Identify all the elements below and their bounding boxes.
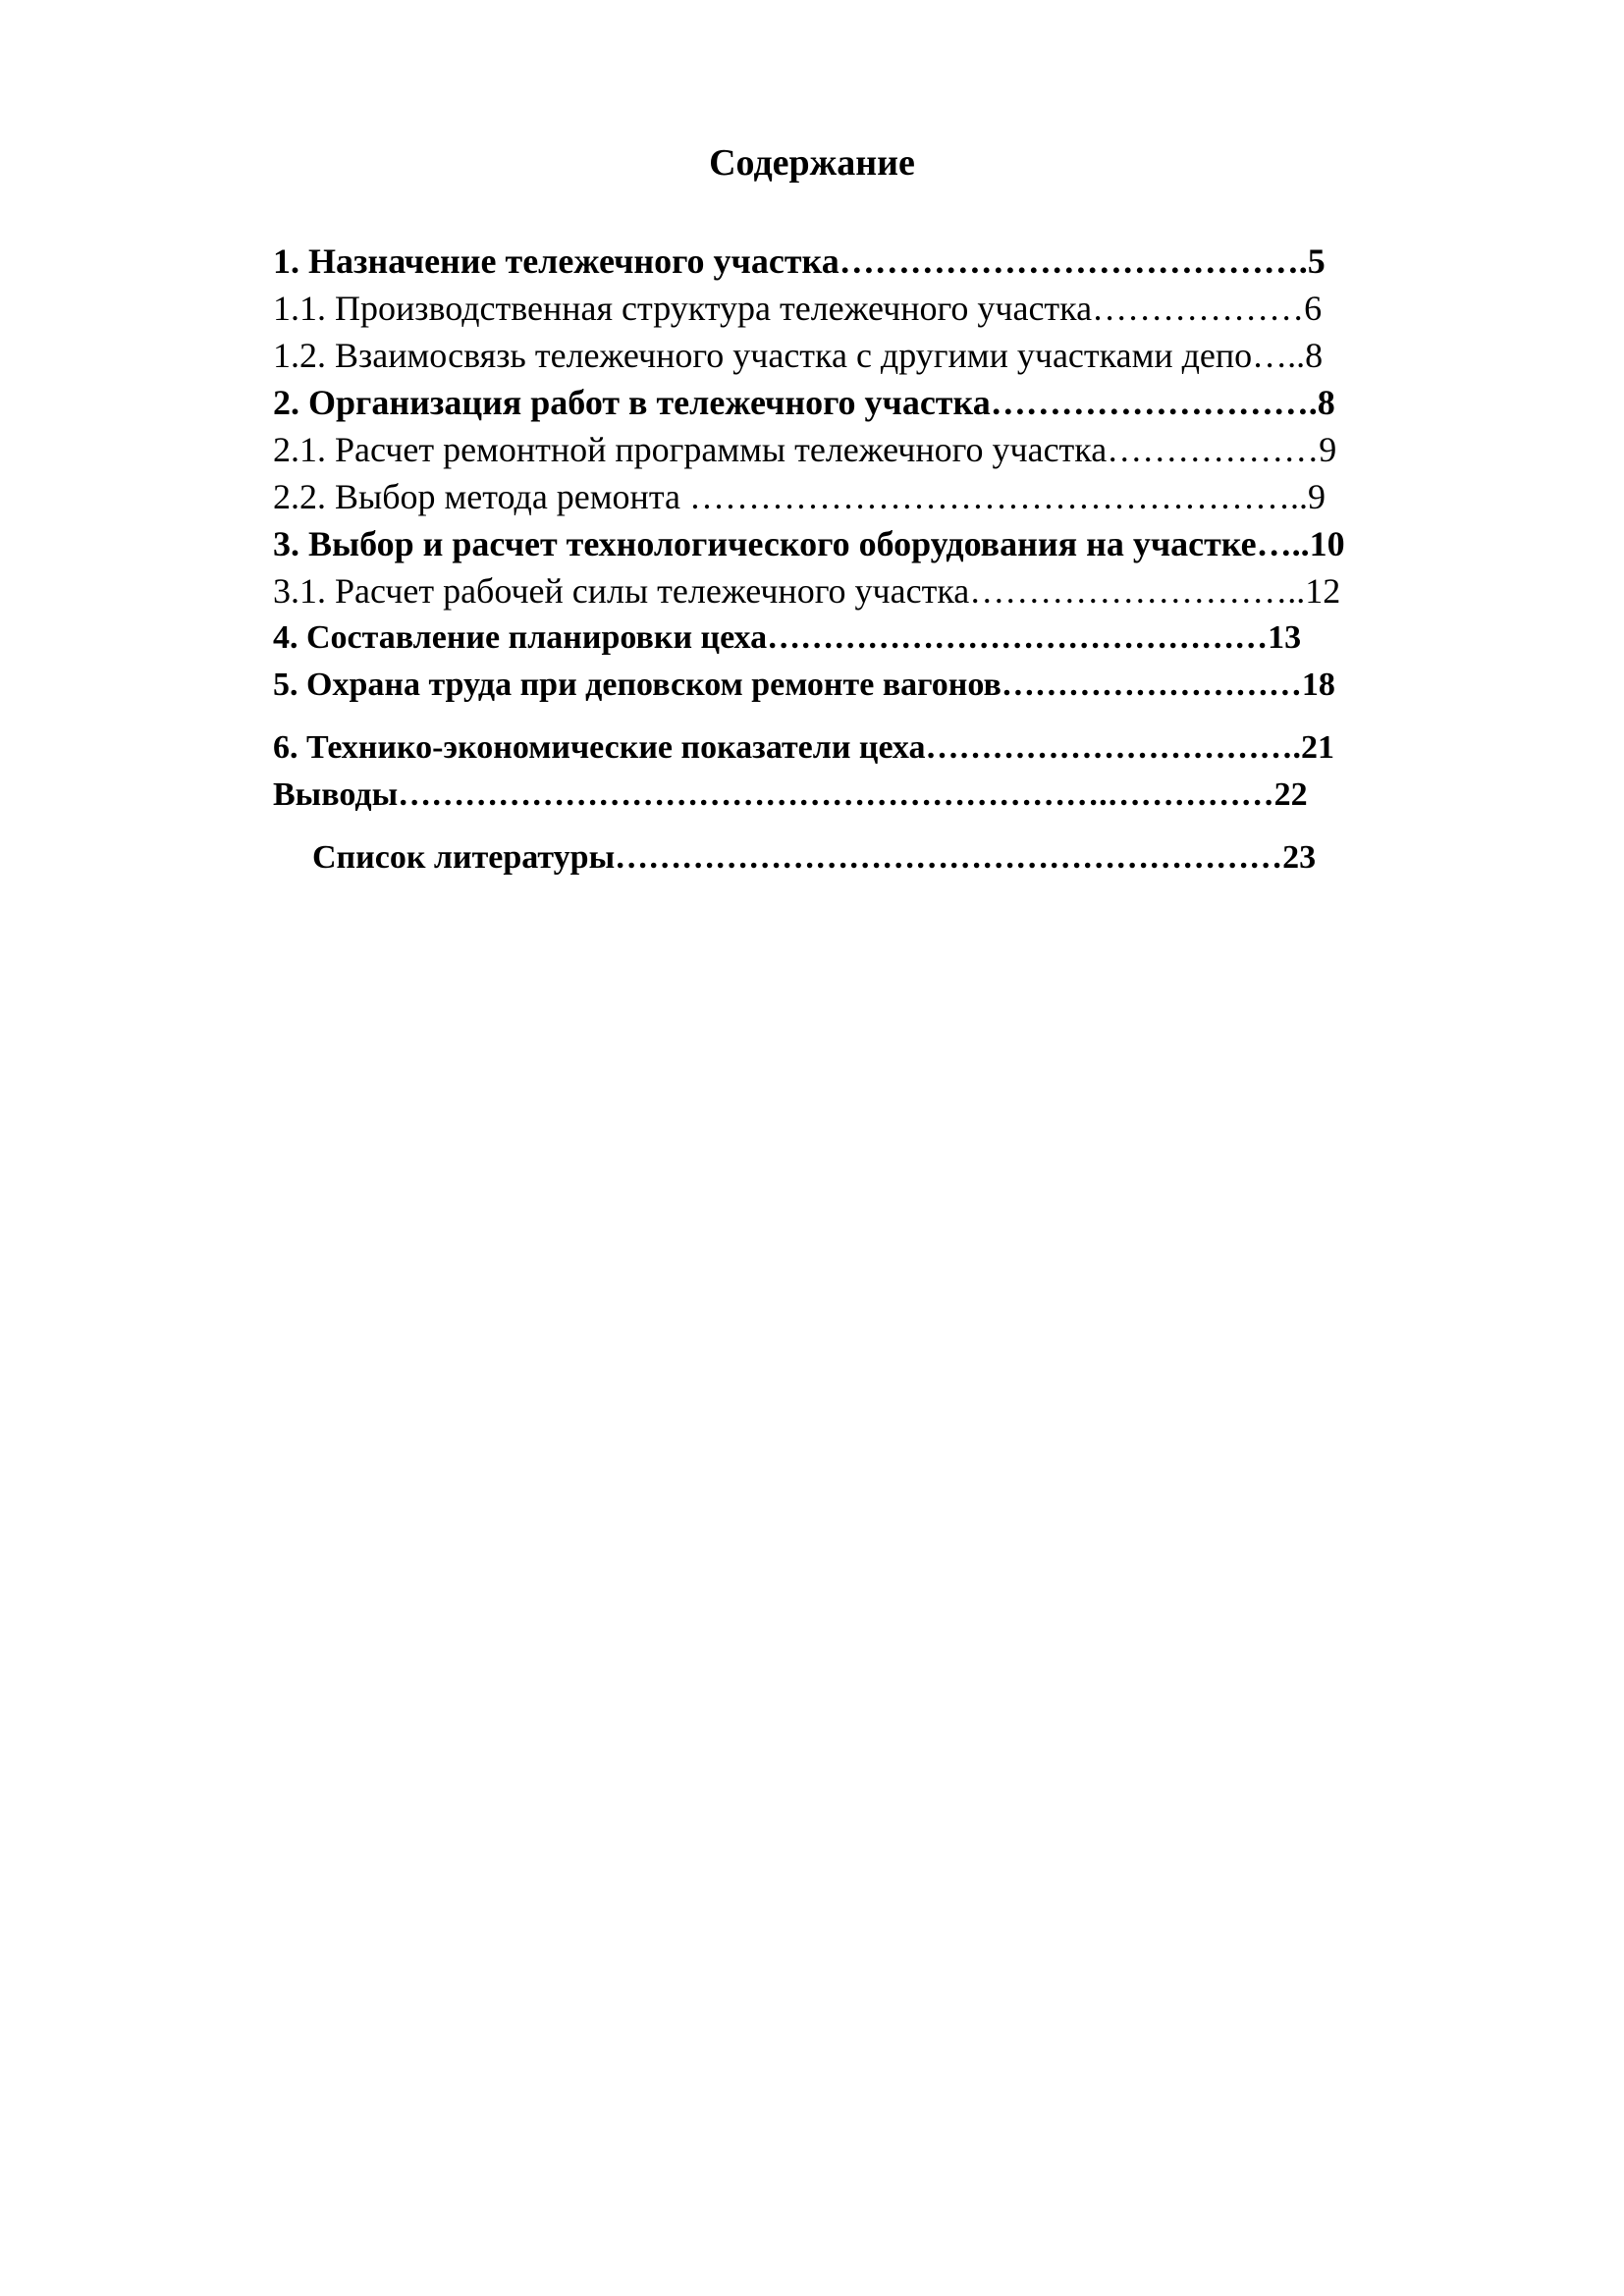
toc-entry-page: 21 [1300, 729, 1334, 766]
table-of-contents [0, 0, 1624, 982]
toc-entry-leader: …………………………………. [839, 241, 1308, 281]
toc-entry-leader: ……………… [1092, 289, 1305, 328]
toc-entry-label: Выводы [273, 776, 399, 813]
toc-entry-leader: ….. [1252, 336, 1306, 375]
toc-entry-label: 1. Назначение тележечного участка [273, 241, 839, 281]
toc-entry-label: 2. Организация работ в тележечного участка [273, 383, 991, 422]
toc-entry-label: 1.1. Производственная структура тележечного участка [273, 289, 1093, 328]
toc-entry-leader: ……………………….. [969, 571, 1306, 611]
toc-entry-label: 6. Технико-экономические показатели цеха [273, 729, 926, 766]
toc-entry-leader: …………………………………………………… [615, 839, 1283, 876]
toc-entry-page: 22 [1273, 776, 1308, 813]
toc-entry-2 [273, 379, 1335, 426]
toc-entry-1 [273, 238, 1326, 285]
toc-entry-page: 10 [1309, 524, 1345, 563]
toc-entry-page: 13 [1268, 619, 1302, 656]
toc-entry-leader: ……………………………. [925, 729, 1301, 766]
toc-entry-leader: ……………………… [1001, 667, 1302, 703]
toc-entry-6 [273, 724, 1334, 772]
toc-entry-label: 3.1. Расчет рабочей силы тележечного участка [273, 571, 970, 611]
toc-entry-label: 1.2. Взаимосвязь тележечного участка с другими участками депо [273, 336, 1253, 375]
toc-entry-1-1 [273, 285, 1322, 332]
toc-entry-label: 4. Составление планировки цеха [273, 619, 768, 656]
toc-entry-page: 8 [1305, 336, 1324, 375]
toc-entry-page: 12 [1305, 571, 1341, 611]
toc-entry-page: 9 [1307, 477, 1326, 516]
toc-entry-conclusions [273, 772, 1308, 819]
toc-entry-leader: ……………………………………… [767, 619, 1269, 656]
toc-entry-leader: ……………… [1107, 430, 1320, 469]
toc-entry-2-1 [273, 426, 1336, 473]
toc-entry-leader: …………………………………………….. [688, 477, 1308, 516]
toc-entry-page: 5 [1307, 241, 1326, 281]
toc-entry-2-2 [273, 473, 1326, 520]
toc-entry-4 [273, 614, 1301, 662]
toc-title: Содержание [709, 142, 915, 184]
toc-entry-references [312, 834, 1316, 881]
toc-entry-3-1 [273, 567, 1340, 614]
toc-entry-5 [273, 662, 1335, 709]
toc-entry-3 [273, 520, 1345, 567]
toc-entry-1-2 [273, 332, 1323, 379]
toc-entry-label: 2.1. Расчет ремонтной программы тележечного участка [273, 430, 1108, 469]
toc-entry-leader: ………………………. [990, 383, 1318, 422]
toc-entry-page: 6 [1304, 289, 1323, 328]
toc-entry-label: Список литературы [312, 839, 616, 876]
toc-entry-page: 8 [1317, 383, 1335, 422]
toc-entry-label: 5. Охрана труда при деповском ремонте вагонов [273, 667, 1001, 703]
toc-entry-label: 2.2. Выбор метода ремонта [273, 477, 689, 516]
toc-entry-page: 9 [1319, 430, 1337, 469]
toc-entry-page: 23 [1282, 839, 1317, 876]
toc-entry-label: 3. Выбор и расчет технологического оборудования на участке [273, 524, 1257, 563]
toc-entry-leader: ….. [1256, 524, 1310, 563]
toc-entry-leader: ……………………………………………………….…………… [398, 776, 1274, 813]
toc-entry-page: 18 [1301, 667, 1335, 703]
